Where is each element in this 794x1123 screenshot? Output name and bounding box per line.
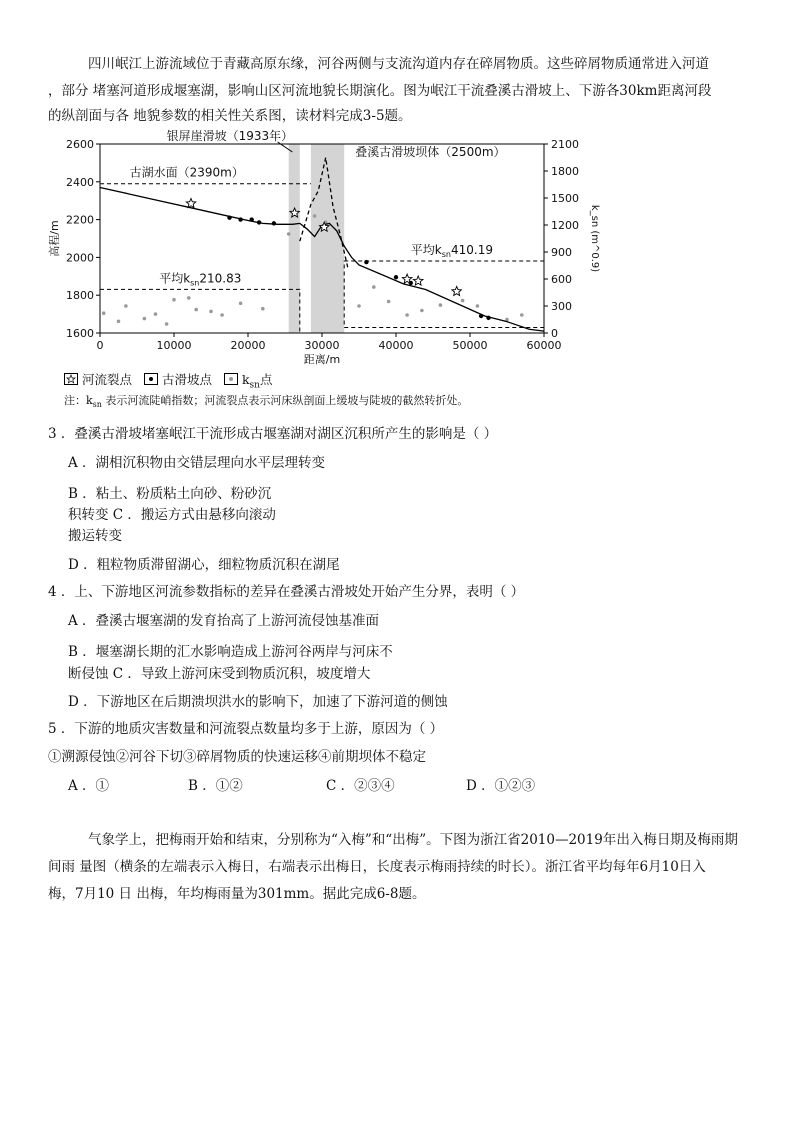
note-text: 表示河流陡峭指数；河流裂点表示河床纵剖面上缓坡与陡坡的截然转折处。 (101, 394, 469, 407)
paleo-landslide-point (238, 217, 242, 221)
note-prefix: 注：k (64, 394, 93, 407)
y-right-tick-label: 1800 (551, 165, 579, 178)
q5-option-d: D ．①②③ (466, 778, 536, 794)
legend-paleo (144, 370, 212, 388)
paleo-landslide-point (479, 314, 483, 318)
y-left-tick-label: 1600 (66, 327, 94, 340)
q3-option-b-line3: 搬运转变 (68, 528, 122, 544)
paleo-landslide-point (486, 316, 490, 320)
y-right-tick-label: 300 (551, 300, 572, 313)
paleo-landslide-point (272, 221, 276, 225)
q3-option-b-line2: 积转变 C ．搬运方式由悬移向滚动 (68, 507, 276, 523)
chart-legend (64, 370, 280, 391)
legend-ksn-sub: sn (249, 380, 260, 391)
ksn-point (461, 299, 465, 303)
y-left-tick-label: 2200 (66, 213, 94, 227)
knick-legend-icon (64, 373, 78, 385)
intro2-line2: 间雨 量图（横条的左端表示入梅日，右端表示出梅日，长度表示梅雨持续的时长）。浙江省平均每年6月10日入 (48, 859, 706, 875)
ksn-point (476, 304, 480, 308)
y-left-axis-label: 高程/m (48, 220, 61, 257)
q4-stem: 4 ．上、下游地区河流参数指标的差异在叠溪古滑坡处开始产生分界，表明（ ） (48, 584, 525, 600)
legend-paleo-label: 古滑坡点 (161, 372, 212, 387)
landslide-band-2 (311, 144, 344, 333)
ksn-upstream-box (100, 289, 300, 333)
ksn-point (313, 214, 317, 218)
note-sub: sn (92, 400, 102, 410)
y-right-tick-label: 2100 (551, 138, 579, 151)
legend-knick (64, 370, 132, 388)
x-tick-label: 10000 (156, 339, 192, 352)
x-tick-label: 0 (96, 339, 104, 352)
intro1-line1: 四川岷江上游流域位于青藏高原东缘，河谷两侧与支流沟道内存在碎屑物质。这些碎屑物质通常进入河道 (88, 56, 709, 72)
q3-stem: 3 ．叠溪古滑坡堵塞岷江干流形成古堰塞湖对湖区沉积所产生的影响是（ ） (48, 426, 498, 442)
ksn-point (143, 317, 147, 321)
ksn-point (357, 304, 361, 308)
ksn-point (372, 285, 376, 289)
ksn-point (439, 303, 443, 307)
q5-option-a: A ．① (68, 778, 110, 794)
ksn-point (102, 311, 106, 315)
y-right-tick-label: 900 (551, 246, 572, 259)
legend-knick-label: 河流裂点 (81, 372, 132, 387)
q5-items: ①溯源侵蚀②河谷下切③碎屑物质的快速运移④前期坝体不稳定 (48, 749, 426, 765)
ksn-legend-icon (224, 373, 238, 385)
q4-option-d: D ．下游地区在后期溃坝洪水的影响下，加速了下游河道的侧蚀 (68, 694, 448, 710)
paleo-legend-icon (144, 373, 158, 385)
q5-stem: 5 ．下游的地质灾害数量和河流裂点数量均多于上游，原因为（ ） (48, 721, 444, 737)
knick-point-star (413, 276, 423, 285)
x-tick-label: 30000 (304, 339, 340, 352)
ksn-point (261, 307, 265, 311)
ksn-point (124, 304, 128, 308)
knick-point-star (452, 286, 462, 295)
paleo-landslide-point (394, 275, 398, 279)
q4-option-b-line1: B ．堰塞湖长期的汇水影响造成上游河谷两岸与河床不 (68, 644, 393, 660)
legend-ksn-prefix: k (241, 372, 250, 387)
paleo-landslide-point (250, 217, 254, 221)
q3-option-b-line1: B ．粘土、粉质粘土向砂、粉砂沉 (68, 486, 272, 502)
paleo-landslide-point (227, 216, 231, 220)
chart-note (64, 392, 468, 409)
river-profile-chart (44, 128, 604, 368)
y-right-tick-label: 600 (551, 273, 572, 286)
y-left-tick-label: 2600 (66, 138, 94, 151)
y-left-tick-label: 2000 (66, 251, 94, 265)
q3-option-d: D ．粗粒物质滞留湖心，细粒物质沉积在湖尾 (68, 557, 340, 573)
q5-option-c: C ．②③④ (326, 778, 395, 794)
ksn-point (220, 313, 224, 317)
q4-option-a: A ．叠溪古堰塞湖的发育抬高了上游河流侵蚀基准面 (68, 613, 380, 629)
knick-point-star (186, 199, 196, 208)
ksn-point (117, 320, 121, 324)
q5-option-b: B ．①② (188, 778, 243, 794)
ksn-point (154, 312, 158, 316)
x-tick-label: 40000 (378, 339, 414, 352)
legend-ksn-suffix: 点 (259, 372, 273, 387)
ksn-point (420, 309, 424, 313)
paleo-landslide-point (257, 220, 261, 224)
y-left-tick-label: 1800 (66, 289, 94, 303)
intro1-line3: 的纵剖面与各 地貌参数的相关性关系图，读材料完成3-5题。 (48, 108, 412, 124)
ksn-point (165, 322, 169, 326)
ksn-point (287, 232, 291, 236)
intro2-line3: 梅，7月10 日 出梅，年均梅雨量为301mm。据此完成6-8题。 (48, 886, 426, 902)
ksn-point (520, 313, 524, 317)
landslide-band-1 (289, 144, 300, 333)
ksn-point (194, 308, 198, 312)
x-tick-label: 50000 (452, 339, 488, 352)
ksn-point (209, 310, 213, 314)
y-right-tick-label: 1500 (551, 192, 579, 205)
intro1-line2: ，部分 堵塞河道形成堰塞湖，影响山区河流地貌长期演化。图为岷江干流叠溪古滑坡上、下游各30km距离河段 (48, 83, 712, 99)
ksn-point (387, 300, 391, 304)
x-tick-label: 60000 (526, 339, 562, 352)
annotation-ksn-upstream: 平均$k_{sn}210.83$ (159, 271, 242, 288)
annotation-paleolake: 古湖水面（2390m） (129, 165, 244, 180)
annotation-ksn-downstream: 平均$k_{sn}410.19$ (410, 242, 494, 259)
y-left-tick-label: 2400 (66, 175, 94, 189)
q3-option-a: A ．湖相沉积物由交错层理向水平层理转变 (68, 455, 326, 471)
paleo-landslide-point (364, 260, 368, 264)
q4-option-b-line2: 断侵蚀 C ．导致上游河床受到物质沉积，坡度增大 (68, 666, 371, 682)
ksn-point (405, 313, 409, 317)
ksn-point (172, 298, 176, 302)
x-axis-label: 距离/m (303, 353, 341, 366)
y-right-axis-label: k_sn (m^0.9) (589, 204, 600, 273)
ksn-point (187, 296, 191, 300)
y-right-tick-label: 0 (551, 327, 558, 340)
ksn-point (239, 302, 243, 306)
annotation-diexi-dam: 叠溪古滑坡坝体（2500m） (355, 145, 506, 159)
y-right-tick-label: 1200 (551, 219, 579, 232)
x-tick-label: 20000 (230, 339, 266, 352)
annotation-yinpingya: 银屏崖滑坡（1933年） (166, 129, 294, 143)
intro2-line1: 气象学上，把梅雨开始和结束，分别称为“入梅”和“出梅”。下图为浙江省2010—2019年出入梅日期及梅雨期 (88, 832, 738, 848)
legend-ksn (224, 370, 273, 391)
